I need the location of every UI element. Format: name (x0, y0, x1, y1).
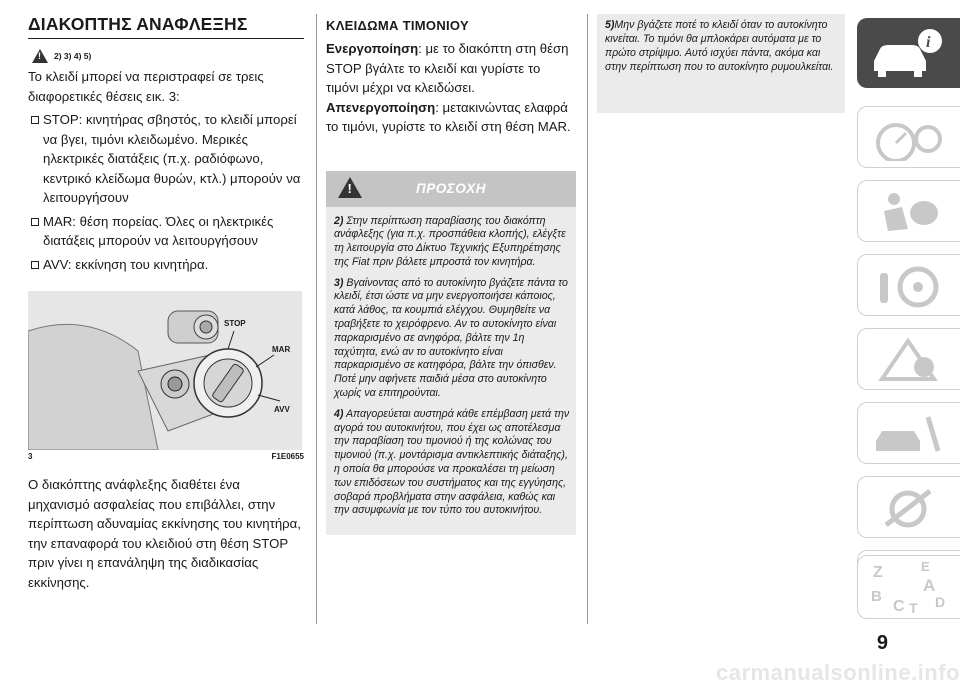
activation-text: : με το διακόπτη στη θέση STOP βγάλτε το κλειδί και γυρίστε το τιμόνι μέχρι να κλειδώσει. (326, 41, 569, 95)
ignition-switch-illustration (28, 291, 302, 450)
section-title-ignition: ΔΙΑΚΟΠΤΗΣ ΑΝΑΦΛΕΞΗΣ (28, 14, 304, 39)
list-item-text: STOP: κινητήρας σβηστός, το κλειδί μπορεί να βγει, τιμόνι κλειδωμένο. Μερικές ηλεκτρικές διατάξεις (π.χ. ραδιόφωνο, κεντρικό κλείδωμα θυρών, κτλ.) μπορούν να λειτουργήσουν (43, 112, 301, 205)
airbag-seatbelt-icon (868, 189, 948, 235)
index-letters-icon (865, 557, 955, 617)
list-item-text: MAR: θέση πορείας. Όλες οι ηλεκτρικές διατάξεις μπορούν να λειτουργήσουν (43, 213, 274, 248)
warning-triangle-icon: ! (338, 177, 362, 198)
section-title-steering-lock: ΚΛΕΙΔΩΜΑ ΤΙΜΟΝΙΟΥ (326, 18, 469, 33)
index-letter: B (871, 588, 882, 605)
figure-code: F1E0655 (271, 452, 304, 461)
list-item-text: AVV: εκκίνηση του κινητήρα. (43, 256, 209, 272)
figure-caption (28, 452, 304, 461)
activation-paragraph (326, 39, 576, 98)
warning-text: Βγαίνοντας από το αυτοκίνητο βγάζετε πάντα το κλειδί, έτσι ώστε να μην ενεργοποιήσει κάποιος, κατά λάθος, τα κουμπιά ελέγχου. Θυμηθείτε να τραβήξετε το χειρόφρενο. Αν το αυτοκίνητο είναι παρκαρισμένο σε ανηφόρα, βάλτε την 1η ταχύτητα, ενώ αν το αυτοκίνητο είναι παρκαρισμένο σε κατηφόρα, βάλτε την όπισθεν. Ποτέ μην αφήνετε παιδιά μέσα στο αυτοκίνητο χωρίς να επιτηρούνται. (334, 276, 568, 400)
warning-text: Στην περίπτωση παραβίασης του διακόπτη ανάφλεξης (για π.χ. προσπάθεια κλοπής), ελέγξτε τη λειτουργία στο Δίκτυο Τεχνικής Εξυπηρέτησης της Fiat πριν βάλετε μπροστά τον κινητήρα. (334, 214, 566, 268)
index-letter: T (909, 600, 918, 616)
note-section (597, 14, 845, 113)
warning-note (597, 14, 845, 113)
column-divider (316, 14, 317, 624)
tab-maintenance[interactable] (857, 402, 960, 464)
tab-technical-data[interactable] (857, 476, 960, 538)
car-wrench-icon (868, 411, 948, 457)
dashboard-icon (868, 115, 948, 161)
list-item (28, 255, 304, 275)
checkbox-bullet-icon (31, 218, 39, 226)
warning-number: 4) (334, 407, 344, 420)
index-letter: D (935, 594, 946, 610)
note-text: Μην βγάζετε ποτέ το κλειδί όταν το αυτοκίνητο κινείται. Το τιμόνι θα μπλοκάρει αυτόματα με το πρώτο στρίψιμο. Αυτό ισχύει πάντα, ακόμα και στην περίπτωση που το αυτοκίνητο ρυμουλκείται. (605, 19, 834, 73)
index-letter: C (893, 598, 905, 615)
column-divider (587, 14, 588, 624)
deactivation-paragraph (326, 98, 576, 137)
warning-title: ΠΡΟΣΟΧΗ (416, 180, 486, 196)
note-number: 5) (605, 19, 615, 31)
tab-index[interactable] (857, 555, 960, 619)
tab-dashboard[interactable] (857, 106, 960, 168)
warning-number: 3) (334, 276, 344, 289)
steering-lock-section (326, 14, 576, 535)
list-item (28, 212, 304, 251)
maintenance-tools-icon (868, 485, 948, 531)
label-mar: MAR (272, 345, 291, 354)
checkbox-bullet-icon (31, 116, 39, 124)
warning-body (326, 207, 576, 536)
warning-item (334, 408, 570, 518)
tab-car-info[interactable] (857, 18, 960, 88)
index-letter: E (921, 559, 930, 574)
index-letter: Z (873, 564, 883, 581)
warning-light-icon (868, 337, 948, 383)
list-item (28, 110, 304, 208)
svg-text:i: i (926, 34, 931, 51)
watermark: carmanualsonline.info (716, 660, 960, 685)
warning-box (326, 171, 576, 536)
warning-references (32, 49, 304, 63)
steering-wheel-key-icon (868, 263, 948, 309)
label-avv: AVV (274, 405, 290, 414)
warning-text: Απαγορεύεται αυστηρά κάθε επέμβαση μετά την αγορά του αυτοκινήτου, που έχει ως αποτέλεσμα την παραβίαση του τιμονιού ή της κολώνας του τιμονιού (π.χ. μοντάρισμα αντικλεπτικής διάταξης), η οποία θα μπορούσε να προκαλέσει τη μείωση των επιδόσεων του συστήματος και της εγγύησης, σοβαρά προβλήματα στην ασφάλεια, καθώς και την ασυμφωνία με τον τύπο του αυτοκινήτου. (334, 407, 570, 517)
warning-triangle-icon (32, 49, 48, 63)
ignition-switch-figure (28, 291, 302, 450)
warning-item (334, 215, 570, 270)
tab-safety[interactable] (857, 180, 960, 242)
warning-reference-numbers: 2) 3) 4) 5) (54, 51, 92, 61)
figure-number: 3 (28, 452, 33, 461)
ignition-section (28, 14, 304, 592)
label-stop: STOP (224, 319, 246, 328)
tab-starting[interactable] (857, 254, 960, 316)
index-letter: A (923, 576, 936, 595)
warning-header (326, 171, 576, 207)
car-info-icon (868, 27, 958, 83)
deactivation-label: Απενεργοποίηση (326, 99, 436, 115)
checkbox-bullet-icon (31, 261, 39, 269)
deactivation-text: : μετακινώντας ελαφρά το τιμόνι, γυρίστε το κλειδί στη θέση MAR. (326, 99, 571, 134)
page-number: 9 (876, 632, 888, 654)
activation-label: Ενεργοποίηση (326, 41, 419, 56)
ignition-outro: Ο διακόπτης ανάφλεξης διαθέτει ένα μηχανισμό ασφαλείας που επιβάλλει, στην περίπτωση αδυναμίας εκκίνησης του κινητήρα, την επαναφορά του κλειδιού στη θέση STOP πριν γίνει η επανάληψη της διαδικασίας εκκίνησης. (28, 477, 301, 590)
ignition-intro: Το κλειδί μπορεί να περιστραφεί σε τρεις διαφορετικές θέσεις εικ. 3: (28, 69, 264, 104)
warning-item (334, 277, 570, 401)
warning-number: 2) (334, 214, 344, 227)
tab-emergency[interactable] (857, 328, 960, 390)
